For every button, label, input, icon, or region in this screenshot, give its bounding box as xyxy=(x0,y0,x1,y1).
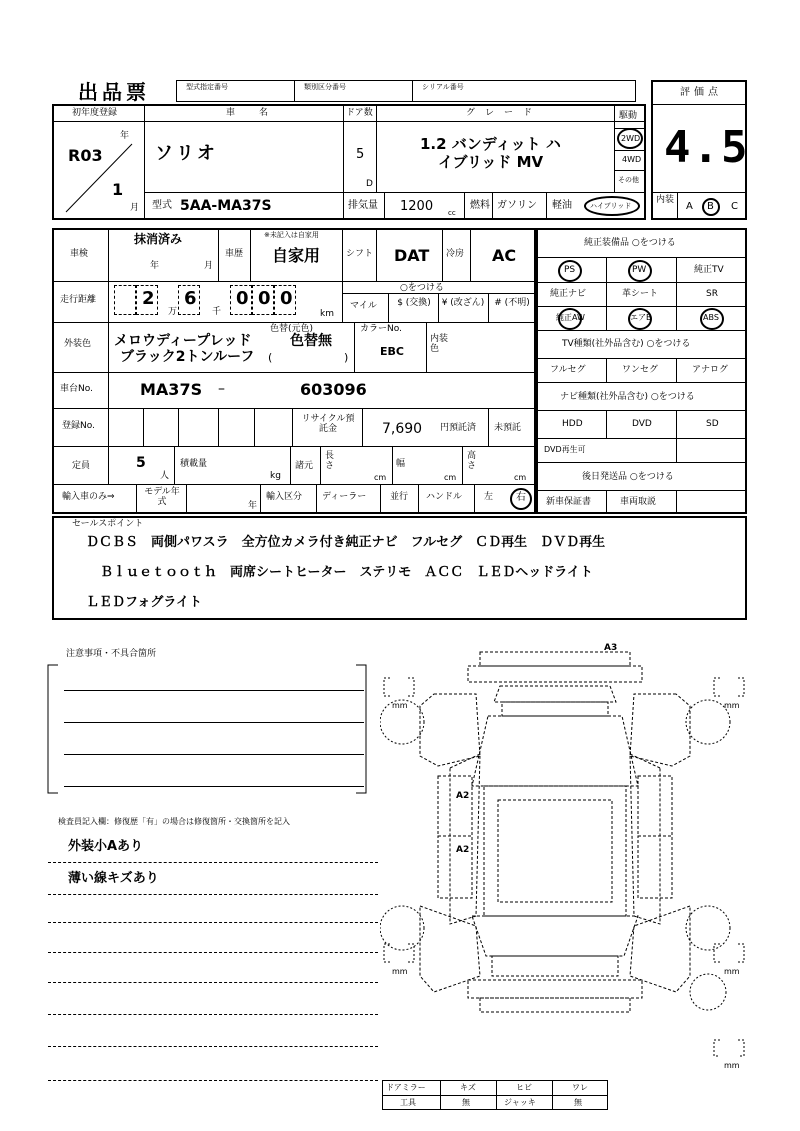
inspection-year-unit: 年 xyxy=(150,261,160,271)
mileage-label: 走行距離 xyxy=(60,295,97,305)
damage-mark-a2-rear: A2 xyxy=(456,845,470,855)
kg-unit: kg xyxy=(270,471,281,481)
mm-label-spare: mm xyxy=(724,1061,740,1070)
grade-line2: イブリッド MV xyxy=(438,153,544,171)
sales-point-line3: ＬＥＤフォグライト xyxy=(86,595,202,610)
mileage-circle-note: ○をつける xyxy=(400,283,444,293)
doors-label: ドア数 xyxy=(346,108,373,118)
cell-jack: ジャッキ xyxy=(504,1098,536,1107)
header-door-mirror: ドアミラー xyxy=(386,1083,426,1092)
docs-manual: 車両取説 xyxy=(620,497,657,507)
width-label: 幅 xyxy=(396,459,406,469)
fuel-label: 燃料 xyxy=(470,200,490,211)
color-line2: ブラック2トンルーフ xyxy=(120,349,255,365)
handle-left: 左 xyxy=(484,492,494,502)
interior-label: 内装 xyxy=(656,195,675,205)
month-unit: 月 xyxy=(130,203,140,213)
year-unit: 年 xyxy=(120,131,130,141)
color-no-label: カラーNo. xyxy=(360,324,402,334)
equip-leather: 革シート xyxy=(622,289,659,299)
drive-2wd: 2WD xyxy=(621,134,641,143)
recycle-value: 7,690 xyxy=(382,421,423,437)
note-line1: 外装小Aあり xyxy=(68,839,144,854)
height-cm: cm xyxy=(514,473,527,482)
interior-grade-a: A xyxy=(686,201,693,212)
car-body-diagram xyxy=(380,636,755,1076)
chassis-prefix: MA37S xyxy=(140,380,203,399)
fuel-diesel: 軽油 xyxy=(552,200,572,211)
displacement-unit: cc xyxy=(448,209,456,217)
history-label: 車歴 xyxy=(225,249,244,259)
mm-label-front-left: mm xyxy=(392,701,408,710)
car-name-label: 車名 xyxy=(226,108,293,118)
capacity-label: 定員 xyxy=(72,461,91,471)
model-type-no-label: 型式指定番号 xyxy=(186,83,228,91)
mm-label-front-right: mm xyxy=(724,701,740,710)
equip-abs: ABS xyxy=(703,313,719,322)
color-no-value: EBC xyxy=(380,345,404,358)
tv-fullseg: フルセグ xyxy=(550,365,586,375)
damage-mark-a2-front: A2 xyxy=(456,791,470,801)
ac-label: 冷房 xyxy=(446,249,465,259)
equip-tv: 純正TV xyxy=(694,265,724,275)
equip-sr: SR xyxy=(706,289,718,299)
category-no-label: 類別区分番号 xyxy=(304,83,346,91)
sen-unit: 千 xyxy=(212,307,222,317)
reg-no-label: 登録No. xyxy=(62,421,95,431)
man-unit: 万 xyxy=(168,307,178,317)
displacement-value: 1200 xyxy=(400,199,434,214)
color-line1: メロウディープレッド xyxy=(114,333,252,349)
interior-grade-c: C xyxy=(731,201,738,212)
mile-label: マイル xyxy=(350,301,377,311)
door-type: D xyxy=(366,179,373,189)
docs-title: 後日発送品 ○をつける xyxy=(582,472,674,482)
mileage-digit-1: 2 xyxy=(142,288,155,309)
mm-label-rear-right: mm xyxy=(724,967,740,976)
grade-label: グレード xyxy=(466,108,543,118)
damage-mark-a3: A3 xyxy=(604,643,618,653)
equip-aw: 純正AW xyxy=(556,313,585,322)
navi-dvd: DVD xyxy=(632,419,652,429)
month-value: 1 xyxy=(112,180,124,199)
serial-no-label: シリアル番号 xyxy=(422,83,464,91)
caution-label: 注意事項・不具合箇所 xyxy=(66,649,157,659)
interior-color-label: 内装色 xyxy=(430,334,449,355)
dims-label: 諸元 xyxy=(295,461,314,471)
navi-dvd-playback: DVD再生可 xyxy=(544,445,586,454)
color-change-label: 色替(元色) xyxy=(270,324,314,334)
parallel-label: 並行 xyxy=(390,492,409,502)
sales-point-line1: ＤＣＢＳ 両側パワスラ 全方位カメラ付き純正ナビ フルセグ ＣＤ再生 ＤＶＤ再生 xyxy=(86,535,606,550)
length-label: 長さ xyxy=(325,451,335,471)
chassis-number: 603096 xyxy=(300,380,367,399)
color-paren-close: ) xyxy=(344,351,349,364)
capacity-unit: 人 xyxy=(160,471,170,481)
drive-label: 駆動 xyxy=(619,111,638,121)
id-number-strip xyxy=(176,80,636,102)
km-unit: km xyxy=(320,309,334,319)
docs-warranty: 新車保証書 xyxy=(546,497,592,507)
drive-4wd: 4WD xyxy=(622,155,642,164)
model-value: 5AA-MA37S xyxy=(180,198,272,214)
interior-grade-b: B xyxy=(707,201,714,212)
displacement-label: 排気量 xyxy=(348,200,378,211)
inspection-label: 車検 xyxy=(70,249,89,259)
navi-sd: SD xyxy=(706,419,719,429)
details-block xyxy=(52,228,536,514)
car-name: ソリオ xyxy=(155,143,218,164)
inspection-month-unit: 月 xyxy=(204,261,214,271)
navi-hdd: HDD xyxy=(562,419,583,429)
fuel-gasoline: ガソリン xyxy=(497,200,537,211)
handle-label: ハンドル xyxy=(426,492,463,502)
inspector-label: 検査員記入欄：修復歴「有」の場合は修復箇所・交換箇所を記入 xyxy=(58,817,290,826)
note-line2: 薄い線キズあり xyxy=(68,871,159,886)
mile-unknown: # (不明) xyxy=(494,298,530,308)
first-reg-label: 初年度登録 xyxy=(72,108,118,118)
tv-analog: アナログ xyxy=(692,365,729,375)
mile-tampered: ¥ (改ざん) xyxy=(441,298,485,308)
cell-tools-status: 無 xyxy=(462,1098,470,1107)
header-break: ワレ xyxy=(572,1083,588,1092)
mm-label-rear-left: mm xyxy=(392,967,408,976)
capacity-value: 5 xyxy=(136,455,146,471)
cell-jack-status: 無 xyxy=(574,1098,582,1107)
color-change-value: 色替無 xyxy=(290,333,332,349)
rating-label: 評価点 xyxy=(680,87,722,98)
mileage-digit-2: 6 xyxy=(184,288,197,309)
drive-other: その他 xyxy=(618,176,639,184)
equip-pw: PW xyxy=(632,265,647,275)
recycle-not-deposited: 未預託 xyxy=(494,423,522,433)
sales-points-label: セールスポイント xyxy=(72,519,144,529)
sales-point-line2: Ｂｌｕｅｔｏｏｔｈ 両席シートヒーター ステリモ ＡＣＣ ＬＥＤヘッドライト xyxy=(100,565,593,580)
recycle-label: リサイクル預託金 xyxy=(301,414,355,435)
tv-oneseg: ワンセグ xyxy=(622,365,659,375)
history-value: 自家用 xyxy=(272,246,321,265)
equip-airbag: エアB xyxy=(630,313,652,322)
import-type-label: 輸入区分 xyxy=(266,492,303,502)
rating-value: 4.5 xyxy=(664,122,750,173)
equip-ps: PS xyxy=(564,265,576,275)
ac-value: AC xyxy=(492,246,517,265)
cell-tools: 工具 xyxy=(400,1098,416,1107)
handle-right: 右 xyxy=(516,492,526,503)
width-cm: cm xyxy=(444,473,457,482)
mileage-digit-3: 0 xyxy=(236,288,249,309)
doors-value: 5 xyxy=(356,147,365,162)
load-label: 積載量 xyxy=(180,459,208,469)
header-crack: ヒビ xyxy=(516,1083,532,1092)
equip-navi: 純正ナビ xyxy=(550,289,587,299)
model-label: 型式 xyxy=(152,200,172,211)
height-label: 高さ xyxy=(467,451,477,471)
caution-bracket xyxy=(40,655,380,805)
mileage-digit-4: 0 xyxy=(258,288,271,309)
grade-line1: 1.2 バンディット ハ xyxy=(420,135,561,153)
mileage-digit-5: 0 xyxy=(280,288,293,309)
shift-value: DAT xyxy=(394,246,430,265)
import-only-label: 輸入車のみ⇒ xyxy=(62,492,115,502)
model-year-label: モデル年式 xyxy=(144,487,180,507)
era-year: R03 xyxy=(68,146,103,165)
mile-exchanged: $ (交換) xyxy=(397,298,431,308)
dealer-label: ディーラー xyxy=(322,492,367,502)
fuel-hybrid: ハイブリッド xyxy=(590,202,632,210)
color-paren-open: ( xyxy=(268,351,273,364)
model-year-unit: 年 xyxy=(248,501,258,511)
inspection-value: 抹消済み xyxy=(134,232,183,246)
equipment-title: 純正装備品 ○をつける xyxy=(584,238,676,248)
tv-title: TV種類(社外品含む) ○をつける xyxy=(562,339,691,349)
length-cm: cm xyxy=(374,473,387,482)
form-title: 出品票 xyxy=(78,80,150,104)
date-slash-line xyxy=(60,140,140,216)
chassis-dash: – xyxy=(218,381,225,397)
shift-label: シフト xyxy=(346,249,374,259)
chassis-label: 車台No. xyxy=(60,384,93,394)
history-note: ※未記入は自家用 xyxy=(264,231,319,239)
color-label: 外装色 xyxy=(64,339,92,349)
navi-title: ナビ種類(社外品含む) ○をつける xyxy=(560,392,695,402)
header-scratch: キズ xyxy=(460,1083,476,1092)
recycle-deposited: 円預託済 xyxy=(440,423,477,433)
